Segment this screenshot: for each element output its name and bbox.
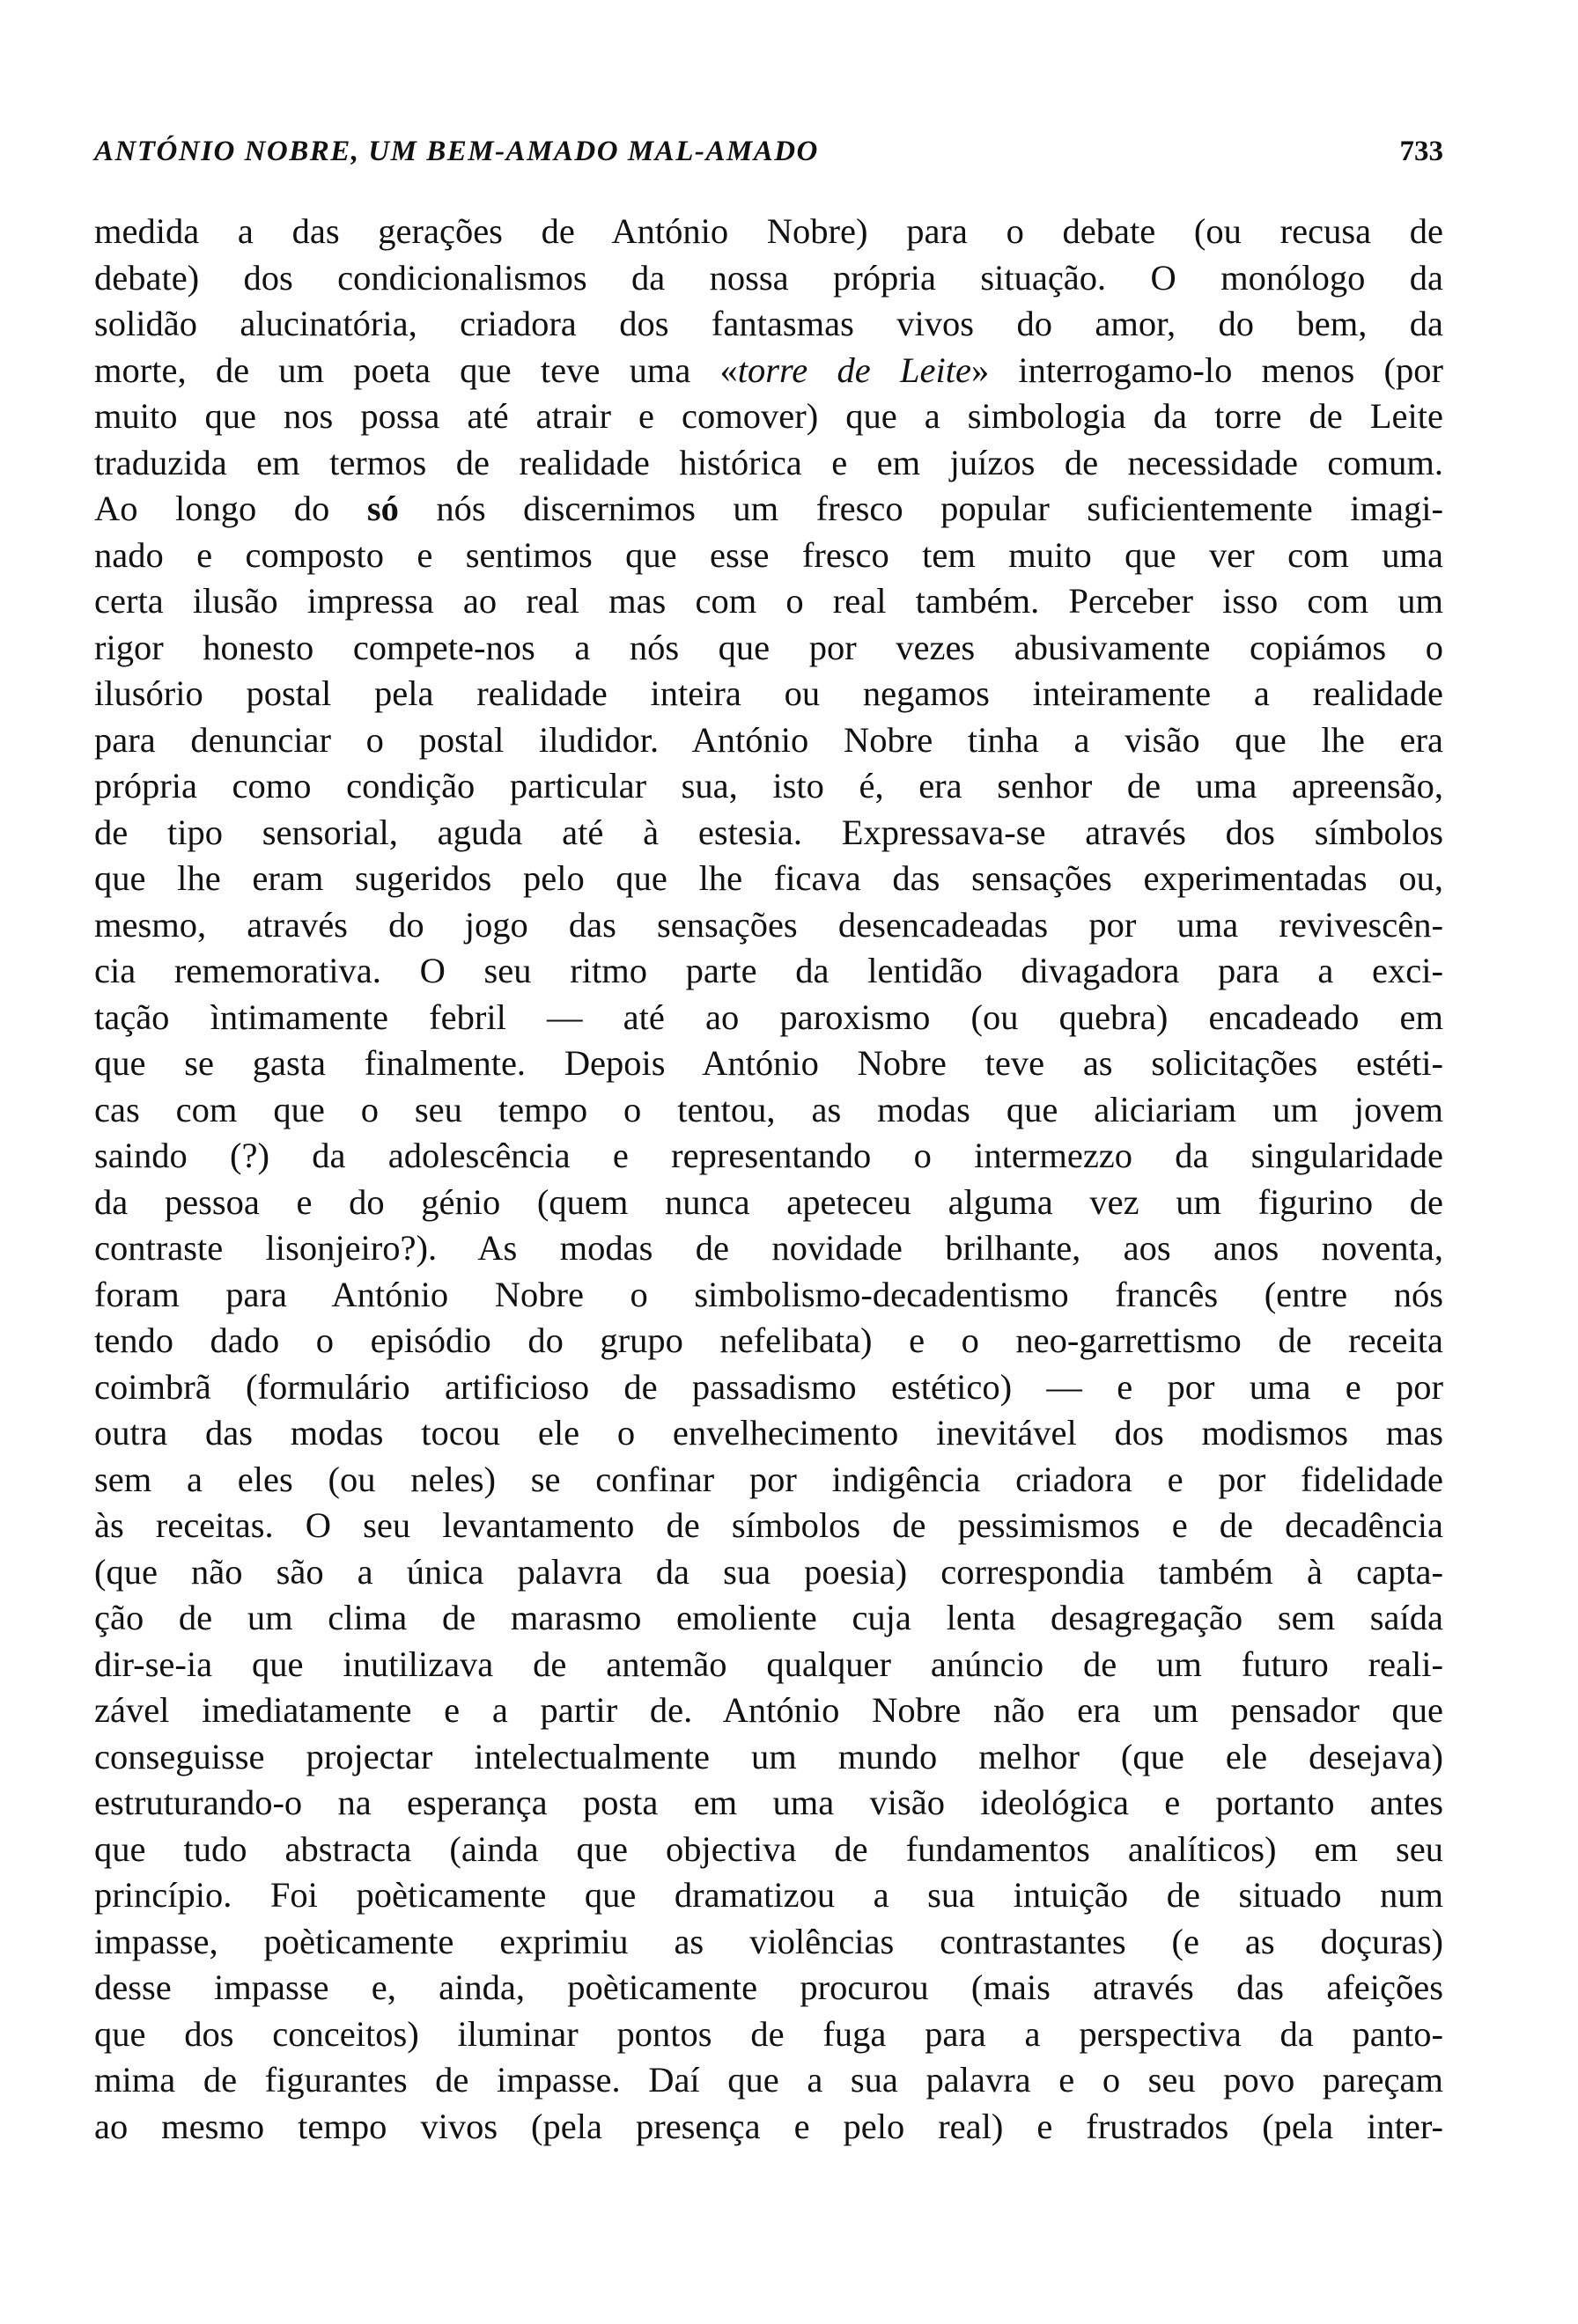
text-line: coimbrã (formulário artificioso de passadismo estético) — e por uma e por xyxy=(94,1366,1443,1407)
text-line: foram para António Nobre o simbolismo-decadentismo francês (entre nós xyxy=(94,1274,1443,1314)
text-line: impasse, poèticamente exprimiu as violências contrastantes (e as doçuras) xyxy=(94,1921,1443,1961)
text-line: nado e composto e sentimos que esse fresco tem muito que ver com uma xyxy=(94,534,1443,575)
text-line xyxy=(94,348,1443,394)
running-head xyxy=(94,132,1443,171)
text-line: princípio. Foi poèticamente que dramatizou a sua intuição de situado num xyxy=(94,1875,1443,1915)
text-line: mima de figurantes de impasse. Daí que a sua palavra e o seu povo pareçam xyxy=(94,2060,1443,2100)
text-line: saindo (?) da adolescência e representando o intermezzo da singularidade xyxy=(94,1136,1443,1175)
italic-text: torre de Leite xyxy=(737,349,971,390)
text-line: desse impasse e, ainda, poèticamente procurou (mais através das afeições xyxy=(94,1967,1443,2007)
text-segment: Ao longo do xyxy=(94,489,367,528)
text-line: cas com que o seu tempo o tentou, as modas que aliciariam um jovem xyxy=(94,1089,1443,1129)
text-line: ao mesmo tempo vivos (pela presença e pelo real) e frustrados (pela inter- xyxy=(94,2106,1443,2146)
text-line: que tudo abstracta (ainda que objectiva de fundamentos analíticos) em seu xyxy=(94,1828,1443,1869)
text-line: contraste lisonjeiro?). As modas de novidade brilhante, aos anos noventa, xyxy=(94,1228,1443,1268)
text-line: outra das modas tocou ele o envelhecimento inevitável dos modismos mas xyxy=(94,1413,1443,1452)
text-line: sem a eles (ou neles) se confinar por indigência criadora e por fidelidade xyxy=(94,1459,1443,1499)
text-line: traduzida em termos de realidade histórica e em juízos de necessidade comum. xyxy=(94,442,1443,482)
text-line: muito que nos possa até atrair e comover) que a simbologia da torre de Leite xyxy=(94,396,1443,436)
text-line: da pessoa e do génio (quem nunca apeteceu alguma vez um figurino de xyxy=(94,1181,1443,1222)
text-segment: morte, de um poeta que teve uma « xyxy=(94,349,738,390)
text-line xyxy=(94,486,1443,533)
body-text xyxy=(94,209,1443,2150)
text-line: para denunciar o postal iludidor. António Nobre tinha a visão que lhe era xyxy=(94,719,1443,760)
text-line: (que não são a única palavra da sua poesia) correspondia também à capta- xyxy=(94,1551,1443,1592)
page-number: 733 xyxy=(1399,136,1443,167)
text-line: ção de um clima de marasmo emoliente cuja lenta desagregação sem saída xyxy=(94,1598,1443,1637)
text-line: dir-se-ia que inutilizava de antemão qualquer anúncio de um futuro reali- xyxy=(94,1644,1443,1684)
text-line: que dos conceitos) iluminar pontos de fuga para a perspectiva da panto- xyxy=(94,2013,1443,2054)
text-line: que lhe eram sugeridos pelo que lhe ficava das sensações experimentadas ou, xyxy=(94,858,1443,898)
text-line: própria como condição particular sua, isto é, era senhor de uma apreensão, xyxy=(94,766,1443,805)
text-line: de tipo sensorial, aguda até à estesia. Expressava-se através dos símbolos xyxy=(94,812,1443,852)
text-line: solidão alucinatória, criadora dos fantasmas vivos do amor, do bem, da xyxy=(94,304,1443,343)
text-line: conseguisse projectar intelectualmente um mundo melhor (que ele desejava) xyxy=(94,1736,1443,1776)
text-segment: nós discernimos um fresco popular suficientemente imagi- xyxy=(398,489,1443,528)
text-line: medida a das gerações de António Nobre) para o debate (ou recusa de xyxy=(94,211,1443,251)
text-line: às receitas. O seu levantamento de símbolos de pessimismos e de decadência xyxy=(94,1505,1443,1545)
bold-text: só xyxy=(366,489,399,528)
text-line: cia rememorativa. O seu ritmo parte da lentidão divagadora para a exci- xyxy=(94,951,1443,990)
text-line: debate) dos condicionalismos da nossa própria situação. O monólogo da xyxy=(94,257,1443,298)
running-title: ANTÓNIO NOBRE, UM BEM-AMADO MAL-AMADO xyxy=(94,136,819,167)
text-segment: » interrogamo-lo menos (por xyxy=(970,349,1444,390)
text-line: ilusório postal pela realidade inteira ou negamos inteiramente a realidade xyxy=(94,673,1443,713)
text-line: tendo dado o episódio do grupo nefelibata) e o neo-garrettismo de receita xyxy=(94,1320,1443,1360)
text-line: tação ìntimamente febril — até ao paroxismo (ou quebra) encadeado em xyxy=(94,997,1443,1037)
text-line: mesmo, através do jogo das sensações desencadeadas por uma revivescên- xyxy=(94,904,1443,945)
text-line: certa ilusão impressa ao real mas com o real também. Perceber isso com um xyxy=(94,581,1443,621)
text-line: que se gasta finalmente. Depois António Nobre teve as solicitações estéti- xyxy=(94,1043,1443,1083)
text-line: estruturando-o na esperança posta em uma visão ideológica e portanto antes xyxy=(94,1783,1443,1822)
text-line: rigor honesto compete-nos a nós que por vezes abusivamente copiámos o xyxy=(94,627,1443,667)
text-line: zável imediatamente e a partir de. António Nobre não era um pensador que xyxy=(94,1690,1443,1730)
